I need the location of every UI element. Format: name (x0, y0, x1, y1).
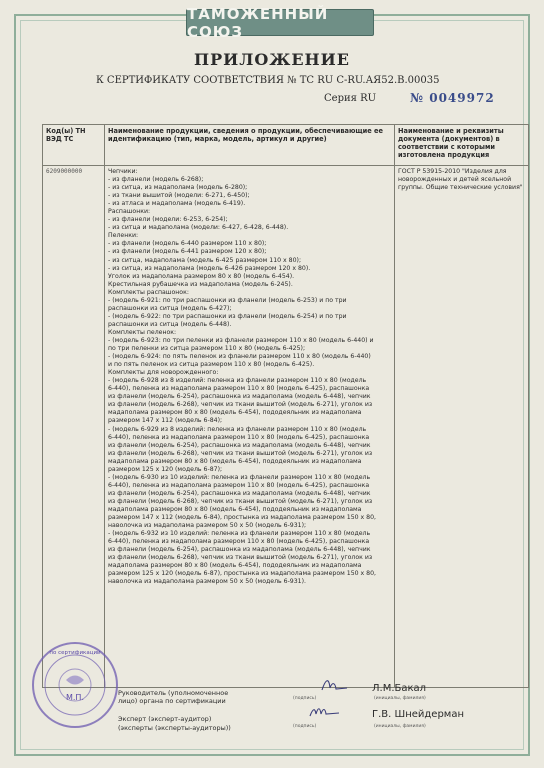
description-line: из фланели (модель 6-268), чепчик из ткани вышитой (модель 6-271), уголок из (108, 401, 373, 409)
expert-label-1: Эксперт (эксперт-аудитор) (118, 715, 212, 723)
head-label-1: Руководитель (уполномоченное (118, 689, 229, 697)
head-name: Л.М.Бакал (372, 683, 427, 694)
table-header-row (43, 125, 529, 166)
description-line: Распашонки: (108, 208, 151, 216)
description-line: - из фланели (модель 6-268); (108, 176, 204, 184)
expert-label-2: (эксперты (эксперты-аудиторы)) (118, 724, 231, 732)
description-line: размером 125 x 120 (модель 6-87); (108, 465, 223, 473)
description-line: мадаполама размером 80 x 80 (модель 6-454), пододеяльник из мадаполама (108, 457, 362, 465)
expert-name: Г.В. Шнейдерман (372, 709, 465, 720)
series-number: № 0049972 (410, 91, 495, 105)
stamp-center-text: М.П. (65, 693, 85, 702)
description-line: Комплекты распашонок: (108, 288, 189, 296)
description-line: распашонки из ситца (модель 6-448). (108, 320, 232, 328)
description-line: Пеленки: (108, 232, 139, 240)
expert-signature (308, 704, 342, 720)
description-line: - (модель 6-928 из 8 изделий: пеленка из фланели размером 110 x 80 (модель (108, 377, 367, 385)
header-code: Код(ы) ТН ВЭД ТС (43, 125, 105, 166)
description-line: - из атласа и мадаполама (модель 6-419). (108, 200, 246, 208)
hs-code-cell: 6209000000 (43, 166, 105, 688)
description-line: размером 125 x 120 (модель 6-87), простынка из мадаполама размером 150 x 80, (108, 570, 377, 578)
description-line: из фланели (модель 6-254), распашонка из мадаполама (модель 6-448), чепчик (108, 441, 371, 449)
description-line: мадаполама размером 80 x 80 (модель 6-454), пододеяльник из мадаполама (108, 562, 362, 570)
description-line: из фланели (модель 6-268), чепчик из ткани вышитой (модель 6-271), уголок из (108, 449, 373, 457)
description-line: - из фланели (модель 6-440 размером 110 x 80); (108, 240, 267, 248)
description-line: 6-440), пеленка из мадаполама размером 110 x 80 (модель 6-425), распашонка (108, 481, 370, 489)
description-line: - (модель 6-932 из 10 изделий: пеленка из фланели размером 110 x 80 (модель (108, 530, 371, 538)
description-line: наволочка из мадаполама размером 50 x 50 (модель 6-931); (108, 522, 307, 530)
description-line: из фланели (модель 6-254), распашонка из мадаполама (модель 6-448), чепчик (108, 489, 371, 497)
description-line: 6-440), пеленка из мадаполама размером 110 x 80 (модель 6-425), распашонка (108, 433, 370, 441)
expert-sign-caption: (подпись) (293, 724, 317, 729)
description-line: мадаполама размером 80 x 80 (модель 6-454), пододеяльник из мадаполама (108, 409, 362, 417)
description-line: - (модель 6-924: по пять пеленок из фланели размером 110 x 80 (модель 6-440) (108, 353, 371, 361)
header-product: Наименование продукции, сведения о продукции, обеспечивающие ее идентификацию (тип, марка, модель, артикул и другие) (105, 125, 395, 166)
description-line: размером 147 x 112 (модель 6-84), простынка из мадаполама размером 150 x 80, (108, 514, 377, 522)
description-line: - (модель 6-930 из 10 изделий: пеленка из фланели размером 110 x 80 (модель (108, 473, 371, 481)
customs-union-banner: ТАМОЖЕННЫЙ СОЮЗ (186, 9, 374, 36)
description-line: 6-440), пеленка из мадаполама размером 110 x 80 (модель 6-425), распашонка (108, 538, 370, 546)
description-line: Комплекты пеленок: (108, 328, 177, 336)
description-line: и по пять пеленок из ситца размером 110 x 80 (модель 6-425). (108, 361, 315, 369)
description-line: - (модель 6-929 из 8 изделий: пеленка из фланели размером 110 x 80 (модель (108, 425, 367, 433)
description-line: - (модель 6-922: по три распашонки из фланели (модель 6-254) и по три (108, 312, 347, 320)
description-line: Крестильная рубашечка из мадаполама (модель 6-245). (108, 280, 293, 288)
expert-name-caption: (инициалы, фамилия) (374, 724, 426, 729)
stamp-ring-text: по сертификации (49, 650, 101, 656)
product-table (42, 124, 529, 688)
product-description-cell (105, 166, 395, 688)
standard-cell: ГОСТ Р 53915-2010 "Изделия для новорожденных и детей ясельной группы. Общие технические условия" (395, 166, 529, 688)
description-line: - (модель 6-923: по три пеленки из фланели размером 110 x 80 (модель 6-440) и (108, 336, 374, 344)
header-document: Наименование и реквизиты документа (документов) в соответствии с которыми изготовлена продукция (395, 125, 529, 166)
head-signature (320, 676, 350, 694)
head-label-2: лицо) органа по сертификации (118, 697, 226, 705)
table-row (43, 166, 529, 688)
description-line: Уголок из мадаполама размером 80 x 80 (модель 6-454). (108, 272, 295, 280)
description-line: - из фланели (модели: 6-253, 6-254); (108, 216, 228, 224)
description-line: - из фланели (модель 6-441 размером 120 x 80); (108, 248, 267, 256)
certification-stamp (30, 640, 120, 730)
description-line: Комплекты для новорожденного: (108, 369, 219, 377)
description-line: 6-440), пеленка из мадаполама размером 110 x 80 (модель 6-425), распашонка (108, 385, 370, 393)
description-line: распашонки из ситца (модель 6-427); (108, 304, 232, 312)
description-line: из фланели (модель 6-254), распашонка из мадаполама (модель 6-448), чепчик (108, 546, 371, 554)
description-line: мадаполама размером 80 x 80 (модель 6-454), пододеяльник из мадаполама (108, 505, 362, 513)
head-sign-caption: (подпись) (293, 696, 317, 701)
description-line: из фланели (модель 6-254), распашонка из мадаполама (модель 6-448), чепчик (108, 393, 371, 401)
description-line: по три пеленки из ситца размером 110 x 80 (модель 6-425); (108, 345, 306, 353)
description-line: - из ситца, из мадаполама (модель 6-280); (108, 184, 248, 192)
description-line: - из ситца и мадаполама (модели: 6-427, 6-428, 6-448). (108, 224, 289, 232)
description-line: - (модель 6-921: по три распашонки из фланели (модель 6-253) и по три (108, 296, 347, 304)
description-line: наволочка из мадаполама размером 50 x 50 (модель 6-931). (108, 578, 306, 586)
description-line: Чепчики: (108, 168, 138, 175)
description-line: из фланели (модель 6-268), чепчик из ткани вышитой (модель 6-271), уголок из (108, 554, 373, 562)
certificate-subtitle: К СЕРТИФИКАТУ СООТВЕТСТВИЯ № ТС RU С-RU.АЯ52.В.00035 (96, 75, 440, 86)
description-line: размером 147 x 112 (модель 6-84); (108, 417, 223, 425)
head-name-caption: (инициалы, фамилия) (374, 696, 426, 701)
description-line: - из ситца, мадаполама (модель 6-425 размером 110 x 80); (108, 256, 302, 264)
page-title: ПРИЛОЖЕНИЕ (194, 50, 350, 69)
series-label: Серия RU (324, 93, 377, 104)
description-line: из фланели (модель 6-268), чепчик из ткани вышитой (модель 6-271), уголок из (108, 497, 373, 505)
description-line: - из ткани вышитой (модели: 6-271, 6-450); (108, 192, 250, 200)
description-line: - из ситца, из мадаполама (модель 6-426 размером 120 x 80). (108, 264, 311, 272)
